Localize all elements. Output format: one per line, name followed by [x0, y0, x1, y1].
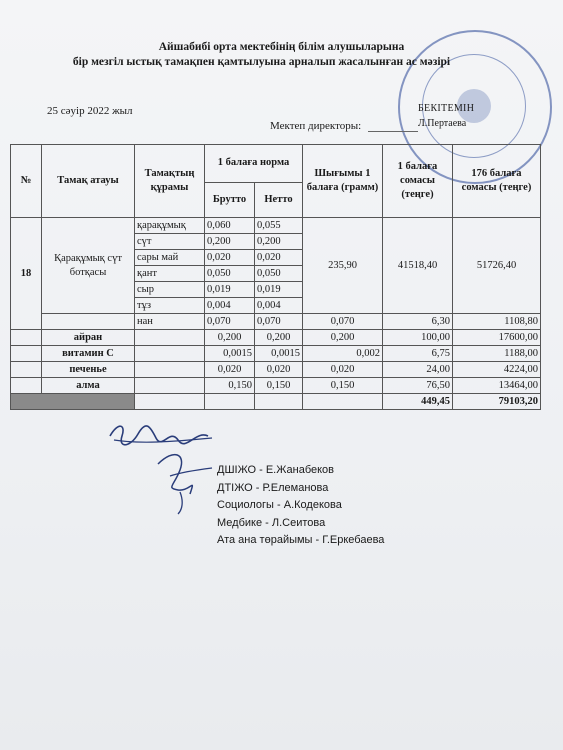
- cost176-cell: 1108,80: [453, 314, 541, 330]
- brutto-cell: 0,050: [205, 266, 255, 282]
- brutto-cell: 0,020: [205, 362, 255, 378]
- netto-cell: 0,019: [255, 282, 303, 298]
- cost1-cell: 76,50: [383, 378, 453, 394]
- netto-cell: 0,200: [255, 330, 303, 346]
- empty-cell: [255, 394, 303, 410]
- total-cost176: 79103,20: [453, 394, 541, 410]
- brutto-cell: 0,200: [205, 330, 255, 346]
- empty-cell: [42, 314, 135, 330]
- yield-cell: 0,150: [303, 378, 383, 394]
- netto-cell: 0,004: [255, 298, 303, 314]
- table-row: [11, 314, 541, 330]
- col-cost1: 1 балаға сомасы (теңге): [383, 145, 453, 218]
- signer-line: Ата ана төрайымы - Г.Еркебаева: [217, 534, 385, 546]
- total-row: [11, 394, 541, 410]
- brutto-cell: 0,060: [205, 218, 255, 234]
- brutto-cell: 0,020: [205, 250, 255, 266]
- director-label: Мектеп директоры:: [270, 120, 362, 132]
- empty-cell: [135, 346, 205, 362]
- group-cost176: 51726,40: [453, 218, 541, 314]
- signer-line: Социологы - А.Кодекова: [217, 499, 342, 511]
- col-no: №: [11, 145, 42, 218]
- group-dish: Қарақұмық сүт ботқасы: [42, 218, 135, 314]
- handwritten-signatures: [100, 418, 220, 518]
- title-line-1: Айшабибі орта мектебінің білім алушыларына: [158, 41, 405, 53]
- empty-cell: [135, 330, 205, 346]
- col-brutto: Брутто: [205, 182, 255, 217]
- table-row: [11, 362, 541, 378]
- dish-name: айран: [42, 330, 135, 346]
- brutto-cell: 0,200: [205, 234, 255, 250]
- header-row-1: [11, 145, 541, 183]
- cost176-cell: 4224,00: [453, 362, 541, 378]
- brutto-cell: 0,0015: [205, 346, 255, 362]
- cost176-cell: 1188,00: [453, 346, 541, 362]
- cost1-cell: 6,75: [383, 346, 453, 362]
- col-dish: Тамақ атауы: [42, 145, 135, 218]
- yield-cell: 0,070: [303, 314, 383, 330]
- netto-cell: 0,070: [255, 314, 303, 330]
- empty-cell: [11, 378, 42, 394]
- empty-cell: [135, 362, 205, 378]
- group-number: 18: [11, 218, 42, 330]
- signer-line: ДТІЖО - Р.Елеманова: [217, 481, 329, 494]
- table-row: [11, 346, 541, 362]
- col-norm: 1 балаға норма: [205, 145, 303, 183]
- document-date: 25 сәуір 2022 жыл: [47, 105, 133, 117]
- netto-cell: 0,020: [255, 250, 303, 266]
- brutto-cell: 0,070: [205, 314, 255, 330]
- table-row: [11, 218, 541, 234]
- netto-cell: 0,150: [255, 378, 303, 394]
- empty-cell: [11, 362, 42, 378]
- signers-list: [217, 462, 384, 550]
- netto-cell: 0,200: [255, 234, 303, 250]
- ingredient: қант: [135, 266, 205, 282]
- col-cost176: 176 балаға сомасы (теңге): [453, 145, 541, 218]
- brutto-cell: 0,019: [205, 282, 255, 298]
- dish-name: витамин С: [42, 346, 135, 362]
- empty-cell: [11, 346, 42, 362]
- table-row: [11, 330, 541, 346]
- col-composition: Тамақтың құрамы: [135, 145, 205, 218]
- yield-cell: 0,200: [303, 330, 383, 346]
- brutto-cell: 0,004: [205, 298, 255, 314]
- director-name: Л.Пертаева: [418, 118, 467, 129]
- dish-name: алма: [42, 378, 135, 394]
- brutto-cell: 0,150: [205, 378, 255, 394]
- yield-cell: 0,020: [303, 362, 383, 378]
- ingredient: сыр: [135, 282, 205, 298]
- group-yield: 235,90: [303, 218, 383, 314]
- cost1-cell: 24,00: [383, 362, 453, 378]
- col-yield: Шығымы 1 балаға (грамм): [303, 145, 383, 218]
- total-cost1: 449,45: [383, 394, 453, 410]
- signer-line: ДШІЖО - Е.Жанабеков: [217, 464, 335, 476]
- ingredient: сүт: [135, 234, 205, 250]
- ingredient: қарақұмық: [135, 218, 205, 234]
- cost176-cell: 13464,00: [453, 378, 541, 394]
- col-netto: Нетто: [255, 182, 303, 217]
- empty-cell: [135, 378, 205, 394]
- cost1-cell: 6,30: [383, 314, 453, 330]
- yield-cell: 0,002: [303, 346, 383, 362]
- ingredient: нан: [135, 314, 205, 330]
- shaded-cell: [11, 394, 135, 410]
- ingredient: тұз: [135, 298, 205, 314]
- group-cost1: 41518,40: [383, 218, 453, 314]
- netto-cell: 0,0015: [255, 346, 303, 362]
- netto-cell: 0,055: [255, 218, 303, 234]
- empty-cell: [303, 394, 383, 410]
- title-line-2: бір мезгіл ыстық тамақпен қамтылуына арналып жасалынған ас мәзірі: [72, 56, 451, 68]
- netto-cell: 0,020: [255, 362, 303, 378]
- dish-name: печенье: [42, 362, 135, 378]
- netto-cell: 0,050: [255, 266, 303, 282]
- empty-cell: [205, 394, 255, 410]
- approval-word: БЕКІТЕМІН: [418, 103, 475, 114]
- table-row: [11, 378, 541, 394]
- signer-line: Медбике - Л.Сеитова: [217, 516, 326, 529]
- cost176-cell: 17600,00: [453, 330, 541, 346]
- ingredient: сары май: [135, 250, 205, 266]
- empty-cell: [11, 330, 42, 346]
- empty-cell: [135, 394, 205, 410]
- director-signature-line: [368, 131, 418, 132]
- menu-table: [10, 144, 541, 410]
- cost1-cell: 100,00: [383, 330, 453, 346]
